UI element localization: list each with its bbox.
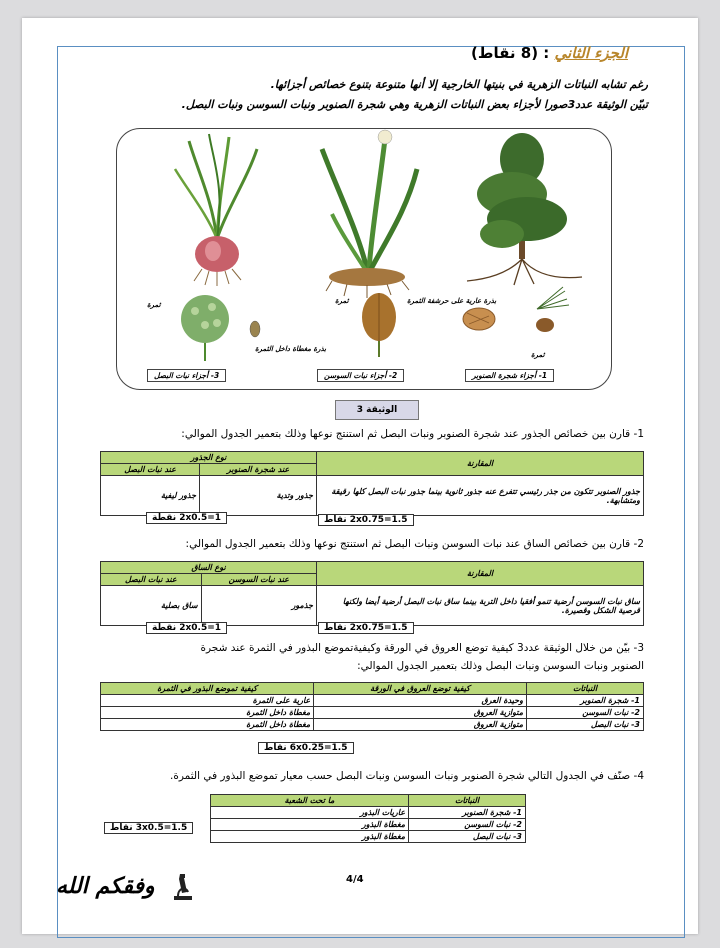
intro-line-2: تبيّن الوثيقة عدد3صورا لأجزاء بعض النباتات الزهرية وهي شجرة الصنوبر ونبات السوسن ونبات البصل. xyxy=(181,98,648,111)
t3-header-plants: النباتات xyxy=(527,683,644,695)
t3-row-2-veins: متوازية العروق xyxy=(314,707,527,719)
t2-comparison-header: المقارنة xyxy=(317,562,644,586)
t4-row-1-group: عاريات البذور xyxy=(211,807,409,819)
onion-plant-image xyxy=(175,134,257,286)
t3-row-2-seeds: مغطاة داخل الثمرة xyxy=(101,707,314,719)
t2-col-onion: عند نبات البصل xyxy=(101,574,202,586)
t3-row-3-seeds: مغطاة داخل الثمرة xyxy=(101,719,314,731)
t3-row-2-plant: 2- نبات السوسن xyxy=(527,707,644,719)
page-number: 4/4 xyxy=(346,874,364,885)
t3-row-1-veins: وحيدة العرق xyxy=(314,695,527,707)
t4-header-plants: النباتات xyxy=(409,795,526,807)
t1-type-header: نوع الجذور xyxy=(101,452,317,464)
onion-fruit-label: ثمرة xyxy=(147,301,161,309)
t3-score: 1.5=6x0.25 نقاط xyxy=(258,742,354,754)
question-3-line-1: 3- بيّن من خلال الوثيقة عدد3 كيفية توضع العروق في الورقة وكيفيةتموضع البذور في الثمرة عند شجرة xyxy=(200,642,644,654)
t2-comparison-answer: ساق نبات السوسن أرضية تنمو أفقيا داخل التربة بينما ساق نبات البصل أرضية أيضا ولكنها قرصية الشكل وقصيرة. xyxy=(317,586,644,626)
t2-score-right: 1.5=2x0.75 نقاط xyxy=(318,622,414,634)
t3-row-3-veins: متوازية العروق xyxy=(314,719,527,731)
t4-row-1-plant: 1- شجرة الصنوبر xyxy=(409,807,526,819)
t1-onion-answer: جذور ليفية xyxy=(101,476,200,516)
question-1: 1- قارن بين خصائص الجذور عند شجرة الصنوبر ونبات البصل ثم استنتج نوعها وذلك بتعمير الجدول الموالي: xyxy=(181,428,644,440)
t3-row xyxy=(101,707,644,719)
question-4: 4- صنّف في الجدول التالي شجرة الصنوبر ونبات السوسن ونبات البصل حسب معيار تموضع البذور في الثمرة. xyxy=(170,770,644,782)
closing-signature: وفقكم الله xyxy=(56,874,155,899)
question-2: 2- قارن بين خصائص الساق عند نبات السوسن ونبات البصل ثم استنتج نوعها وذلك بتعمير الجدول الموالي: xyxy=(185,538,644,550)
t1-col-pine: عند شجرة الصنوبر xyxy=(200,464,317,476)
t1-pine-answer: جذور وتدية xyxy=(200,476,317,516)
t2-col-iris: عند نبات السوسن xyxy=(201,574,316,586)
t4-row-2-group: مغطاة البذور xyxy=(211,819,409,831)
t2-onion-answer: ساق بصلية xyxy=(101,586,202,626)
pine-cone-image xyxy=(463,287,569,332)
t1-comparison-header: المقارنة xyxy=(317,452,644,476)
part-title xyxy=(471,44,628,62)
iris-fruit-label: ثمرة xyxy=(335,297,349,305)
part-title-text: الجزء الثاني xyxy=(554,44,628,62)
onion-flower-image xyxy=(181,295,260,361)
t1-col-onion: عند نبات البصل xyxy=(101,464,200,476)
iris-fruit-image xyxy=(362,293,396,357)
t4-row-2-plant: 2- نبات السوسن xyxy=(409,819,526,831)
caption-onion: 3- أجزاء نبات البصل xyxy=(147,369,226,382)
t1-score-right: 1.5=2x0.75 نقاط xyxy=(318,514,414,526)
t3-header-seeds: كيفية تموضع البذور في الثمرة xyxy=(101,683,314,695)
table-4-classification xyxy=(210,794,526,843)
t3-row xyxy=(101,695,644,707)
t3-row-3-plant: 3- نبات البصل xyxy=(527,719,644,731)
t4-row xyxy=(211,819,526,831)
t2-score-left: 1=2x0.5 نقطة xyxy=(146,622,227,634)
t1-score-left: 1=2x0.5 نقطة xyxy=(146,512,227,524)
document-label: الوثيقة 3 xyxy=(335,400,419,420)
pine-seed-label: بذرة عارية على حرشفة الثمرة xyxy=(407,297,497,305)
t4-row xyxy=(211,831,526,843)
table-2-stem xyxy=(100,561,644,626)
iris-plant-image xyxy=(322,130,417,298)
t4-row-3-plant: 3- نبات البصل xyxy=(409,831,526,843)
part-points: : (8 نقاط) xyxy=(471,44,550,62)
t2-iris-answer: جذمور xyxy=(201,586,316,626)
t2-type-header: نوع الساق xyxy=(101,562,317,574)
table-3-veins-seeds xyxy=(100,682,644,731)
t3-row-1-seeds: عارية على الثمرة xyxy=(101,695,314,707)
t4-score: 1.5=3x0.5 نقاط xyxy=(104,822,193,834)
caption-iris: 2- أجزاء نبات السوسن xyxy=(317,369,404,382)
plants-illustration xyxy=(117,129,611,389)
t4-row-3-group: مغطاة البذور xyxy=(211,831,409,843)
pine-tree-image xyxy=(467,133,582,285)
table-1-roots xyxy=(100,451,644,516)
t3-row xyxy=(101,719,644,731)
t3-header-veins: كيفية توضع العروق في الورقة xyxy=(314,683,527,695)
onion-seed-label: بذرة مغطاة داخل الثمرة xyxy=(255,345,327,353)
question-3-line-2: الصنوبر ونبات السوسن ونبات البصل وذلك بتعمير الجدول الموالي: xyxy=(357,660,644,672)
t4-row xyxy=(211,807,526,819)
t1-comparison-answer: جذور الصنوبر تتكون من جذر رئيسي تتفرع عنه جذور ثانوية بينما جذور نبات البصل كلها رقيقة ومتشابهة. xyxy=(317,476,644,516)
microscope-icon xyxy=(172,872,194,906)
t4-header-group: ما تحت الشعبة xyxy=(211,795,409,807)
pine-fruit-label: ثمرة xyxy=(531,351,545,359)
t3-row-1-plant: 1- شجرة الصنوبر xyxy=(527,695,644,707)
caption-pine: 1- أجزاء شجرة الصنوبر xyxy=(465,369,554,382)
intro-line-1: رغم تشابه النباتات الزهرية في بنيتها الخارجية إلا أنها متنوعة بتنوع خصائص أجزائها. xyxy=(270,78,648,91)
figure-document-3 xyxy=(116,128,612,390)
